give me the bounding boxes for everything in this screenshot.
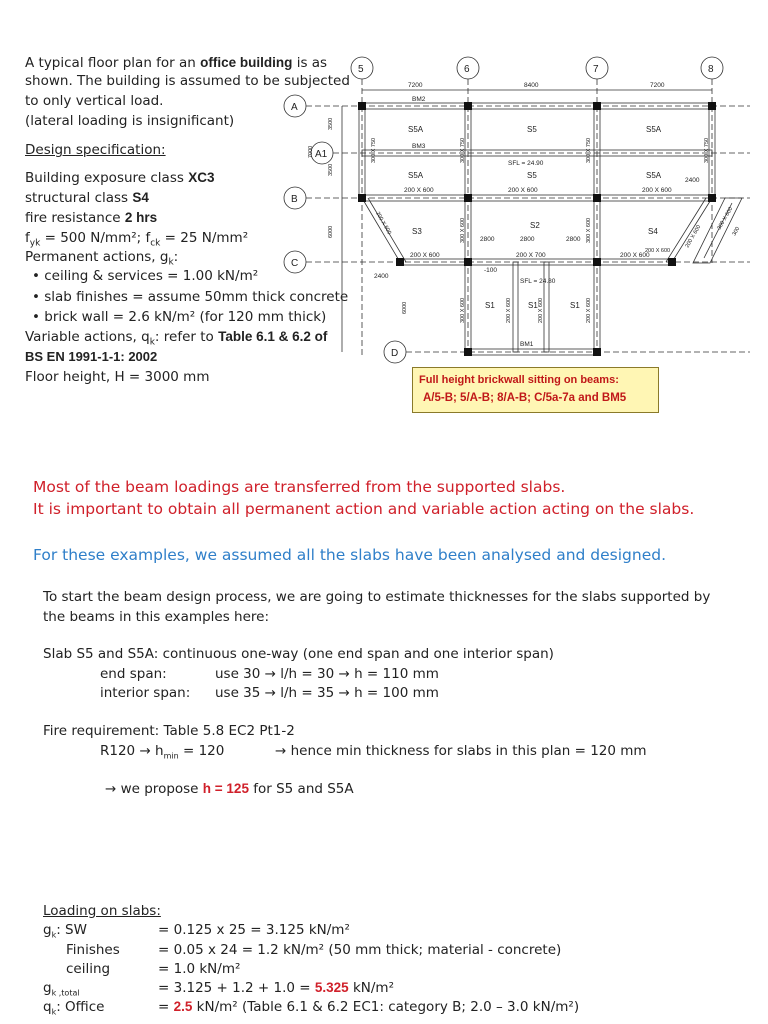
- sfl-label: SFL = 24.90: [508, 160, 544, 167]
- structural-value: S4: [132, 190, 149, 205]
- slab-label: S5A: [408, 171, 424, 180]
- beam-label: 200 X 600: [410, 252, 440, 259]
- office-reference: kN/m² (Table 6.1 & 6.2 EC1: category B; 2.0 – 3.0 kN/m²): [192, 999, 580, 1015]
- intro-text: A typical floor plan for an: [25, 55, 201, 71]
- permanent-subscript: k: [168, 257, 174, 268]
- beam-label: 200 X 600: [620, 252, 650, 259]
- span-label-vertical: 6000: [328, 225, 334, 238]
- hmin-subscript: min: [163, 751, 179, 761]
- structural-label: structural class: [25, 190, 133, 206]
- fyk-value: = 500 N/mm²; f: [40, 230, 151, 246]
- intro-text: is as: [292, 55, 328, 71]
- beam-label-vertical: 300 X 750: [371, 137, 377, 163]
- r120-label: R120 → h: [100, 743, 164, 759]
- beam-label-vertical: 200 X 600: [506, 297, 512, 323]
- intro-line-4: (lateral loading is insignificant): [25, 113, 235, 129]
- end-span-label: end span:: [100, 666, 167, 682]
- beam-label-vertical: 300 X 750: [460, 137, 466, 163]
- thickness-intro-1: To start the beam design process, we are going to estimate thicknesses for the slabs supported by: [43, 589, 711, 605]
- beam-label: 200 X 600: [645, 248, 671, 254]
- gk-total-value: [158, 980, 394, 996]
- exposure-class: [25, 170, 214, 186]
- beam-label-vertical: 300 X 750: [586, 137, 592, 163]
- beam-label-vertical: 300 X 750: [704, 137, 710, 163]
- dimension-label: 2800: [520, 236, 535, 243]
- finishes-label: Finishes: [66, 942, 120, 958]
- bullet-ceiling: • ceiling & services = 1.00 kN/m²: [32, 268, 259, 284]
- ceiling-value: = 1.0 kN/m²: [158, 961, 241, 977]
- beam-label: 200 X 600: [404, 187, 434, 194]
- slab-label: S3: [412, 227, 422, 236]
- beam-label: 200 X 600: [508, 187, 538, 194]
- slab-label: S4: [648, 227, 658, 236]
- variable-subscript: k: [149, 337, 155, 348]
- slab-label: S5: [527, 125, 537, 134]
- gk-total-subscript: k ,total: [51, 988, 80, 998]
- dimension-label: 2800: [480, 236, 495, 243]
- brickwall-note: [412, 367, 659, 413]
- qk-label: [43, 999, 104, 1021]
- grid-label-a: A: [291, 102, 298, 113]
- office-text: : Office: [56, 999, 105, 1015]
- code-reference: BS EN 1991-1-1: 2002: [25, 349, 158, 364]
- grid-label-6: 6: [464, 64, 470, 75]
- office-eq: =: [158, 999, 174, 1015]
- permanent-label: Permanent actions, g: [25, 249, 169, 265]
- span-label: 8400: [524, 82, 539, 89]
- sfl-label: SFL = 24.80: [520, 278, 556, 285]
- sw-label: [43, 922, 87, 944]
- note-line-2: A/5-B; 5/A-B; 8/A-B; C/5a-7a and BM5: [423, 392, 627, 404]
- dimension-label: 2400: [685, 177, 700, 184]
- beam-label-diagonal: 200 X 600: [684, 224, 703, 249]
- stair-label: 300 X 600: [716, 206, 735, 231]
- grid-label-8: 8: [708, 64, 714, 75]
- r120-value: = 120: [178, 743, 225, 759]
- proposed-thickness: h = 125: [202, 781, 249, 796]
- qk-value: [158, 999, 579, 1015]
- beam-label: 200 X 700: [516, 252, 546, 259]
- beam-label-vertical: 200 X 600: [586, 297, 592, 323]
- beam-label-bm2: BM2: [412, 96, 426, 103]
- proposal-line: [105, 781, 354, 797]
- intro-emphasis: office building: [200, 55, 293, 70]
- intro-line-2: shown. The building is assumed to be subjected: [25, 73, 350, 89]
- variable-text: : refer to: [154, 329, 219, 345]
- slab-label: S5: [527, 171, 537, 180]
- gk-subscript: k: [51, 930, 57, 940]
- span-label-vertical: 6000: [402, 301, 408, 314]
- sw-value: = 0.125 x 25 = 3.125 kN/m²: [158, 922, 350, 938]
- span-label: 7200: [650, 82, 665, 89]
- slab-label: S5A: [408, 125, 424, 134]
- interior-span-label: interior span:: [100, 685, 191, 701]
- slab-label: S5A: [646, 171, 662, 180]
- stair-label: 300: [731, 226, 742, 237]
- slab-type-line: Slab S5 and S5A: continuous one-way (one end span and one interior span): [43, 646, 554, 662]
- fire-label: fire resistance: [25, 210, 125, 226]
- dimension-label: 2800: [566, 236, 581, 243]
- fyk-subscript: yk: [29, 238, 41, 249]
- permanent-colon: :: [173, 249, 179, 265]
- grid-label-d: D: [391, 348, 399, 359]
- span-label-vertical: 3500: [328, 117, 334, 130]
- grid-label-a1: A1: [315, 149, 328, 160]
- proposal-text: for S5 and S5A: [248, 781, 354, 797]
- fck-subscript: ck: [150, 238, 161, 249]
- span-label-vertical: 7000: [308, 145, 314, 158]
- beam-label-vertical: 300 X 600: [586, 217, 592, 243]
- total-result: 5.325: [314, 980, 349, 995]
- exposure-label: Building exposure class: [25, 170, 189, 186]
- end-span-value: use 30 → l/h = 30 → h = 110 mm: [215, 666, 439, 682]
- total-unit: kN/m²: [348, 980, 394, 996]
- ceiling-label: ceiling: [66, 961, 111, 977]
- dimension-label: 2400: [374, 273, 389, 280]
- variable-reference: Table 6.1 & 6.2 of: [218, 329, 328, 344]
- r120-line: [100, 743, 224, 765]
- variable-label: Variable actions, q: [25, 329, 150, 345]
- gk-symbol: g: [43, 922, 52, 938]
- slab-label: S5A: [646, 125, 662, 134]
- floor-plan-drawing: [280, 48, 760, 368]
- beam-label-vertical: 200 X 600: [538, 297, 544, 323]
- beam-label-bm1: BM1: [520, 341, 534, 348]
- exposure-value: XC3: [188, 170, 215, 185]
- fck-value: = 25 N/mm²: [160, 230, 249, 246]
- thickness-intro-2: the beams in this examples here:: [43, 609, 269, 625]
- grid-label-7: 7: [593, 64, 599, 75]
- grid-label-5: 5: [358, 64, 364, 75]
- grid-label-c: C: [291, 258, 299, 269]
- slab-label: S1: [528, 301, 538, 310]
- statement-red-2: It is important to obtain all permanent action and variable action acting on the slabs.: [33, 500, 695, 518]
- gk-symbol: g: [43, 980, 52, 996]
- bullet-finishes: • slab finishes = assume 50mm thick concrete: [32, 289, 349, 305]
- grid-label-b: B: [291, 194, 298, 205]
- fire-requirement: Fire requirement: Table 5.8 EC2 Pt1-2: [43, 723, 295, 739]
- statement-red-1: Most of the beam loadings are transferred from the supported slabs.: [33, 478, 566, 496]
- span-label-vertical: 3500: [328, 163, 334, 176]
- note-line-1: Full height brickwall sitting on beams:: [419, 374, 619, 386]
- intro-line-3: to only vertical load.: [25, 93, 164, 109]
- structural-class: [25, 190, 149, 206]
- sw-text: : SW: [56, 922, 87, 938]
- design-spec-heading: Design specification:: [25, 142, 166, 158]
- fire-resistance: [25, 210, 157, 226]
- slab-label: S2: [530, 221, 540, 230]
- qk-symbol: q: [43, 999, 52, 1015]
- floor-height: Floor height, H = 3000 mm: [25, 369, 210, 385]
- office-load: 2.5: [173, 999, 193, 1014]
- total-expression: = 3.125 + 1.2 + 1.0 =: [158, 980, 315, 996]
- qk-subscript: k: [51, 1007, 57, 1017]
- proposal-text: → we propose: [105, 781, 203, 797]
- fire-value: 2 hrs: [124, 210, 158, 225]
- interior-span-value: use 35 → l/h = 35 → h = 100 mm: [215, 685, 439, 701]
- statement-blue: For these examples, we assumed all the slabs have been analysed and designed.: [33, 546, 667, 564]
- min-thickness-line: → hence min thickness for slabs in this plan = 120 mm: [275, 743, 647, 759]
- bullet-brickwall: • brick wall = 2.6 kN/m² (for 120 mm thick): [32, 309, 327, 325]
- dimension-label: -100: [484, 267, 498, 274]
- beam-label-vertical: 300 X 600: [460, 217, 466, 243]
- slab-label: S1: [485, 301, 495, 310]
- beam-label-vertical: 300 X 600: [460, 297, 466, 323]
- span-label: 7200: [408, 82, 423, 89]
- beam-label: 200 X 600: [642, 187, 672, 194]
- slab-label: S1: [570, 301, 580, 310]
- beam-label-diagonal: 200 X 600: [374, 211, 393, 236]
- fyk-symbol: f: [25, 230, 30, 246]
- beam-label-bm3: BM3: [412, 143, 426, 150]
- loading-heading: Loading on slabs:: [43, 903, 161, 919]
- finishes-value: = 0.05 x 24 = 1.2 kN/m² (50 mm thick; material - concrete): [158, 942, 562, 958]
